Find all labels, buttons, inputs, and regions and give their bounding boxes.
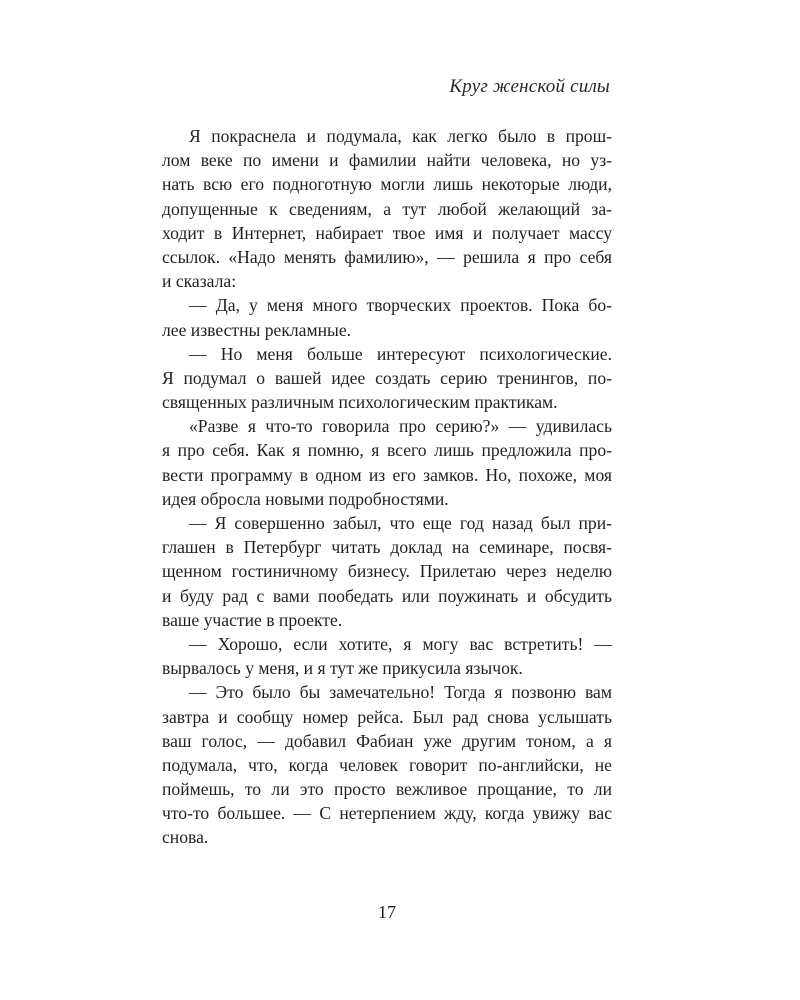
- text-line: священных различным психологическим практикам.: [162, 392, 558, 413]
- text-line: и буду рад с вами пообедать или поужинать и обсудить: [162, 585, 612, 606]
- text-line: подумала, что, когда человек говорит по-английски, не: [162, 754, 612, 775]
- text-line: снова.: [162, 827, 209, 848]
- text-line: что-то большее. — С нетерпением жду, когда увижу вас: [162, 803, 612, 824]
- text-line: — Но меня больше интересуют психологические.: [189, 343, 612, 364]
- text-line: ваш голос, — добавил Фабиан уже другим тоном, а я: [162, 730, 612, 751]
- running-head: Круг женской силы: [449, 76, 610, 97]
- text-line: — Это было бы замечательно! Тогда я позвоню вам: [189, 682, 612, 703]
- text-line: ссылок. «Надо менять фамилию», — решила я про себя: [162, 246, 612, 267]
- text-line: лее известны рекламные.: [162, 319, 352, 340]
- page-number: 17: [378, 902, 396, 922]
- text-line: идея обросла новыми подробностями.: [162, 488, 449, 509]
- text-line: Я покраснела и подумала, как легко было в прош-: [189, 126, 612, 146]
- text-line: я про себя. Как я помню, я всего лишь предложила про-: [162, 440, 612, 461]
- text-line: щенном гостиничному бизнесу. Прилетаю через неделю: [162, 561, 612, 582]
- text-line: нать всю его подноготную могли лишь некоторые люди,: [162, 174, 612, 195]
- text-line: — Да, у меня много творческих проектов. Пока бо-: [189, 295, 612, 316]
- text-line: глашен в Петербург читать доклад на семинаре, посвя-: [162, 537, 612, 558]
- text-line: ваше участие в проекте.: [162, 609, 343, 630]
- body-text: [162, 124, 612, 850]
- text-line: «Разве я что-то говорила про серию?» — удивилась: [189, 416, 612, 437]
- text-line: лом веке по имени и фамилии найти человека, но уз-: [162, 150, 612, 171]
- text-line: — Я совершенно забыл, что еще год назад был при-: [189, 513, 612, 533]
- text-line: вырвалось у меня, и я тут же прикусила язычок.: [162, 658, 523, 679]
- text-line: ходит в Интернет, набирает твое имя и получает массу: [162, 222, 612, 243]
- text-line: допущенные к сведениям, а тут любой желающий за-: [162, 198, 612, 219]
- text-line: поймешь, то ли это просто вежливое прощание, то ли: [162, 779, 612, 800]
- text-line: и сказала:: [162, 271, 237, 292]
- text-line: завтра и сообщу номер рейса. Был рад снова услышать: [162, 706, 612, 727]
- text-line: Я подумал о вашей идее создать серию тренингов, по-: [162, 367, 612, 388]
- text-line: — Хорошо, если хотите, я могу вас встретить! —: [189, 633, 612, 654]
- text-line: вести программу в одном из его замков. Но, похоже, моя: [162, 464, 612, 485]
